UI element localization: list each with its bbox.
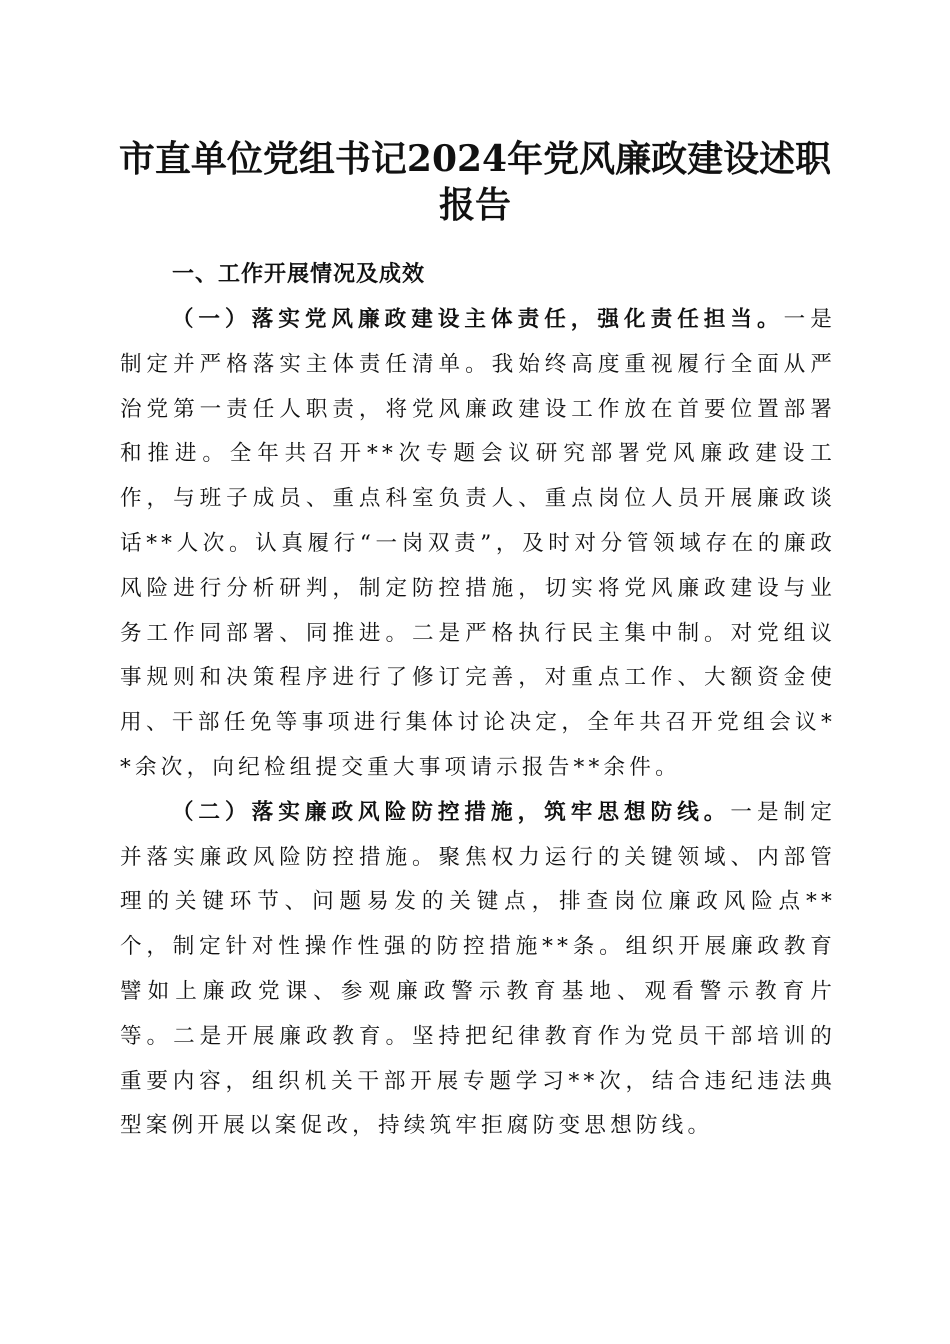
title-line-2: 报告 <box>438 184 511 226</box>
paragraph-2-lead: （二）落实廉政风险防控措施，筑牢思想防线。 <box>171 799 731 825</box>
document-title <box>110 136 840 228</box>
paragraph-2 <box>120 791 836 1149</box>
paragraph-1-text: 一是制定并严格落实主体责任清单。我始终高度重视履行全面从严治党第一责任人职责，将党风廉政建设工作放在首要位置部署和推进。全年共召开**次专题会议研究部署党风廉政建设工作，与班子成员、重点科室负责人、重点岗位人员开展廉政谈话**人次。认真履行“一岗双责”，及时对分管领域存在的廉政风险进行分析研判，制定防控措施，切实将党风廉政建设与业务工作同部署、同推进。二是严格执行民主集中制。对党组议事规则和决策程序进行了修订完善，对重点工作、大额资金使用、干部任免等事项进行集体讨论决定，全年共召开党组会议**余次，向纪检组提交重大事项请示报告**余件。 <box>120 307 836 780</box>
paragraph-2-text: 一是制定并落实廉政风险防控措施。聚焦权力运行的关键领域、内部管理的关键环节、问题易发的关键点，排查岗位廉政风险点**个，制定针对性操作性强的防控措施**条。组织开展廉政教育譬如上廉政党课、参观廉政警示教育基地、观看警示教育片等。二是开展廉政教育。坚持把纪律教育作为党员干部培训的重要内容，组织机关干部开展专题学习**次，结合违纪违法典型案例开展以案促改，持续筑牢拒腐防变思想防线。 <box>120 799 836 1139</box>
section-heading: 一、工作开展情况及成效 <box>172 262 426 287</box>
document-body <box>120 252 836 1149</box>
paragraph-1-lead: （一）落实党风廉政建设主体责任，强化责任担当。 <box>171 307 784 332</box>
title-line-1: 市直单位党组书记2024年党风廉政建设述职 <box>118 138 832 180</box>
paragraph-1 <box>120 298 836 791</box>
